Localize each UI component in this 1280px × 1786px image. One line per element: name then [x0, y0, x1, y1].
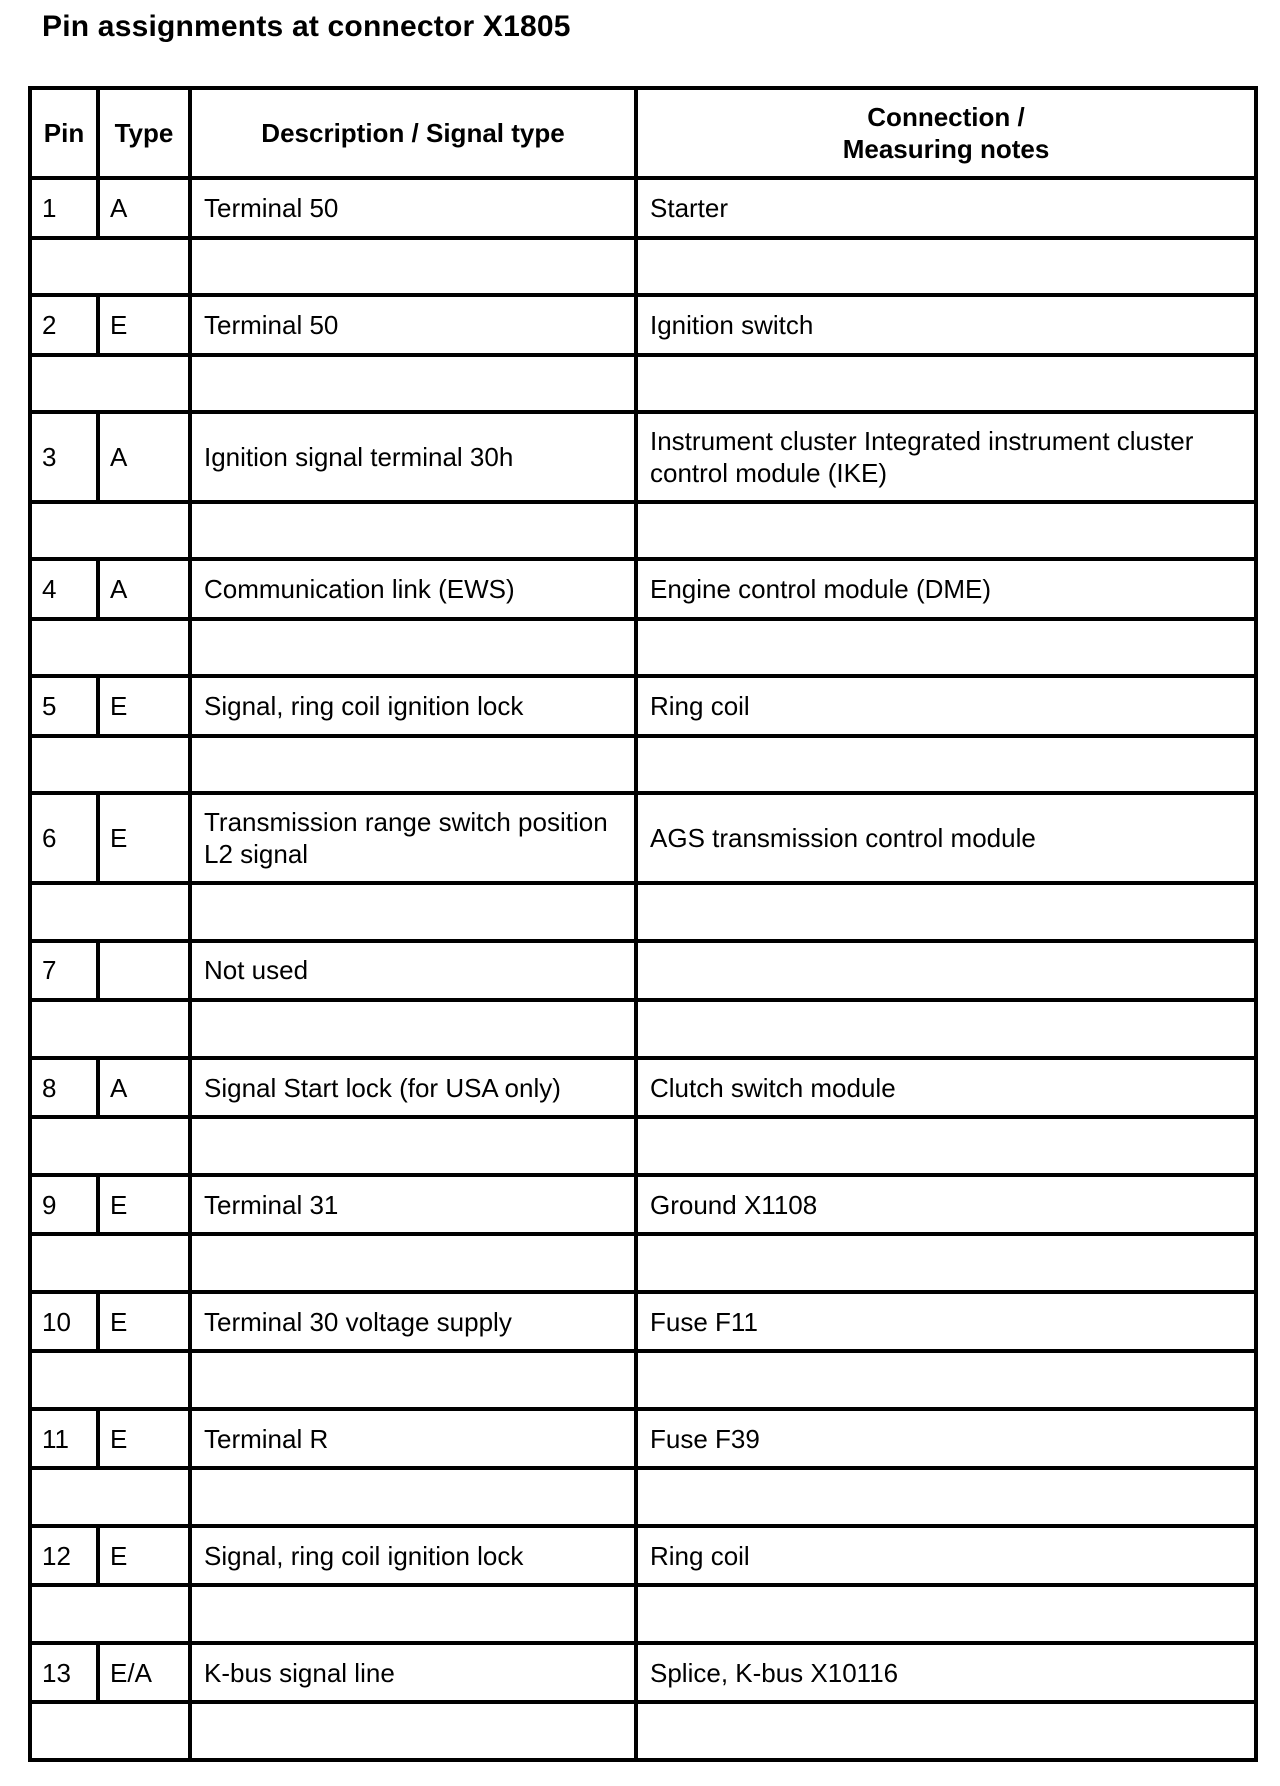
spacer-cell — [636, 1234, 1256, 1291]
spacer-cell — [30, 1585, 190, 1642]
type-cell: A — [98, 178, 190, 238]
pin-cell: 2 — [30, 295, 98, 355]
table-row — [30, 1058, 1256, 1118]
pin-cell: 10 — [30, 1292, 98, 1352]
spacer-row — [30, 1585, 1256, 1642]
spacer-cell — [636, 736, 1256, 793]
spacer-row — [30, 1702, 1256, 1760]
description-cell: Signal, ring coil ignition lock — [190, 1526, 636, 1586]
connection-cell: Ring coil — [636, 1526, 1256, 1586]
spacer-cell — [636, 1585, 1256, 1642]
pin-cell: 4 — [30, 559, 98, 619]
type-cell: A — [98, 559, 190, 619]
connection-cell: Clutch switch module — [636, 1058, 1256, 1118]
pin-cell: 5 — [30, 676, 98, 736]
connection-cell: Ignition switch — [636, 295, 1256, 355]
spacer-cell — [636, 502, 1256, 559]
table-row — [30, 295, 1256, 355]
table-row — [30, 412, 1256, 502]
spacer-cell — [30, 355, 190, 412]
spacer-cell — [30, 238, 190, 295]
header-pin: Pin — [30, 88, 98, 178]
spacer-cell — [636, 355, 1256, 412]
description-cell: Ignition signal terminal 30h — [190, 412, 636, 502]
type-cell: E — [98, 1292, 190, 1352]
table-row — [30, 1175, 1256, 1235]
spacer-cell — [190, 502, 636, 559]
connection-cell: Engine control module (DME) — [636, 559, 1256, 619]
type-cell: E — [98, 793, 190, 883]
header-type: Type — [98, 88, 190, 178]
pin-assignment-table — [28, 86, 1258, 1762]
spacer-cell — [30, 736, 190, 793]
spacer-row — [30, 355, 1256, 412]
table-row — [30, 676, 1256, 736]
spacer-cell — [190, 1585, 636, 1642]
spacer-cell — [636, 1351, 1256, 1408]
spacer-cell — [190, 883, 636, 940]
table-row — [30, 1643, 1256, 1703]
spacer-cell — [636, 1702, 1256, 1760]
connection-cell: Ground X1108 — [636, 1175, 1256, 1235]
spacer-row — [30, 1117, 1256, 1174]
spacer-cell — [30, 883, 190, 940]
table-row — [30, 559, 1256, 619]
header-connection-line2: Measuring notes — [842, 134, 1050, 164]
table-row — [30, 178, 1256, 238]
spacer-cell — [190, 1234, 636, 1291]
type-cell: E — [98, 1409, 190, 1469]
connection-cell: Ring coil — [636, 676, 1256, 736]
spacer-row — [30, 736, 1256, 793]
type-cell: E — [98, 1175, 190, 1235]
spacer-cell — [190, 238, 636, 295]
header-connection — [636, 88, 1256, 178]
description-cell: Terminal 50 — [190, 295, 636, 355]
pin-cell: 7 — [30, 941, 98, 1001]
spacer-cell — [30, 1351, 190, 1408]
connection-cell: Fuse F11 — [636, 1292, 1256, 1352]
connection-cell — [636, 941, 1256, 1001]
connection-cell: Fuse F39 — [636, 1409, 1256, 1469]
description-cell: Terminal 31 — [190, 1175, 636, 1235]
table-row — [30, 1292, 1256, 1352]
pin-cell: 12 — [30, 1526, 98, 1586]
description-cell: K-bus signal line — [190, 1643, 636, 1703]
spacer-row — [30, 502, 1256, 559]
spacer-row — [30, 619, 1256, 676]
page-title: Pin assignments at connector X1805 — [42, 10, 571, 43]
spacer-cell — [636, 1000, 1256, 1057]
spacer-cell — [30, 1702, 190, 1760]
connection-cell: Instrument cluster Integrated instrument cluster control module (IKE) — [636, 412, 1256, 502]
table-body — [30, 178, 1256, 1760]
table-row — [30, 793, 1256, 883]
spacer-row — [30, 1234, 1256, 1291]
spacer-cell — [636, 1468, 1256, 1525]
type-cell: E — [98, 295, 190, 355]
pin-cell: 3 — [30, 412, 98, 502]
table-row — [30, 1526, 1256, 1586]
type-cell: E — [98, 1526, 190, 1586]
pin-cell: 6 — [30, 793, 98, 883]
spacer-cell — [190, 1117, 636, 1174]
spacer-cell — [190, 355, 636, 412]
spacer-row — [30, 883, 1256, 940]
pin-cell: 13 — [30, 1643, 98, 1703]
table-row — [30, 941, 1256, 1001]
description-cell: Terminal 30 voltage supply — [190, 1292, 636, 1352]
spacer-cell — [30, 1117, 190, 1174]
spacer-row — [30, 238, 1256, 295]
spacer-cell — [190, 1468, 636, 1525]
type-cell: E — [98, 676, 190, 736]
spacer-row — [30, 1468, 1256, 1525]
description-cell: Signal, ring coil ignition lock — [190, 676, 636, 736]
spacer-cell — [30, 1000, 190, 1057]
spacer-cell — [636, 619, 1256, 676]
description-cell: Not used — [190, 941, 636, 1001]
header-connection-line1: Connection / — [867, 102, 1025, 132]
table-row — [30, 1409, 1256, 1469]
pin-cell: 8 — [30, 1058, 98, 1118]
pin-cell: 11 — [30, 1409, 98, 1469]
spacer-cell — [30, 619, 190, 676]
table-header-row — [30, 88, 1256, 178]
connection-cell: Starter — [636, 178, 1256, 238]
description-cell: Communication link (EWS) — [190, 559, 636, 619]
description-cell: Transmission range switch position L2 signal — [190, 793, 636, 883]
spacer-cell — [190, 736, 636, 793]
description-cell: Signal Start lock (for USA only) — [190, 1058, 636, 1118]
type-cell: A — [98, 1058, 190, 1118]
pin-cell: 1 — [30, 178, 98, 238]
pin-cell: 9 — [30, 1175, 98, 1235]
spacer-cell — [30, 502, 190, 559]
type-cell: E/A — [98, 1643, 190, 1703]
spacer-cell — [190, 1000, 636, 1057]
spacer-cell — [190, 1702, 636, 1760]
spacer-row — [30, 1000, 1256, 1057]
type-cell — [98, 941, 190, 1001]
spacer-cell — [30, 1468, 190, 1525]
header-description: Description / Signal type — [190, 88, 636, 178]
description-cell: Terminal 50 — [190, 178, 636, 238]
spacer-cell — [30, 1234, 190, 1291]
connection-cell: Splice, K-bus X10116 — [636, 1643, 1256, 1703]
spacer-cell — [636, 883, 1256, 940]
description-cell: Terminal R — [190, 1409, 636, 1469]
spacer-cell — [190, 1351, 636, 1408]
type-cell: A — [98, 412, 190, 502]
spacer-cell — [636, 1117, 1256, 1174]
spacer-cell — [190, 619, 636, 676]
connection-cell: AGS transmission control module — [636, 793, 1256, 883]
spacer-row — [30, 1351, 1256, 1408]
spacer-cell — [636, 238, 1256, 295]
